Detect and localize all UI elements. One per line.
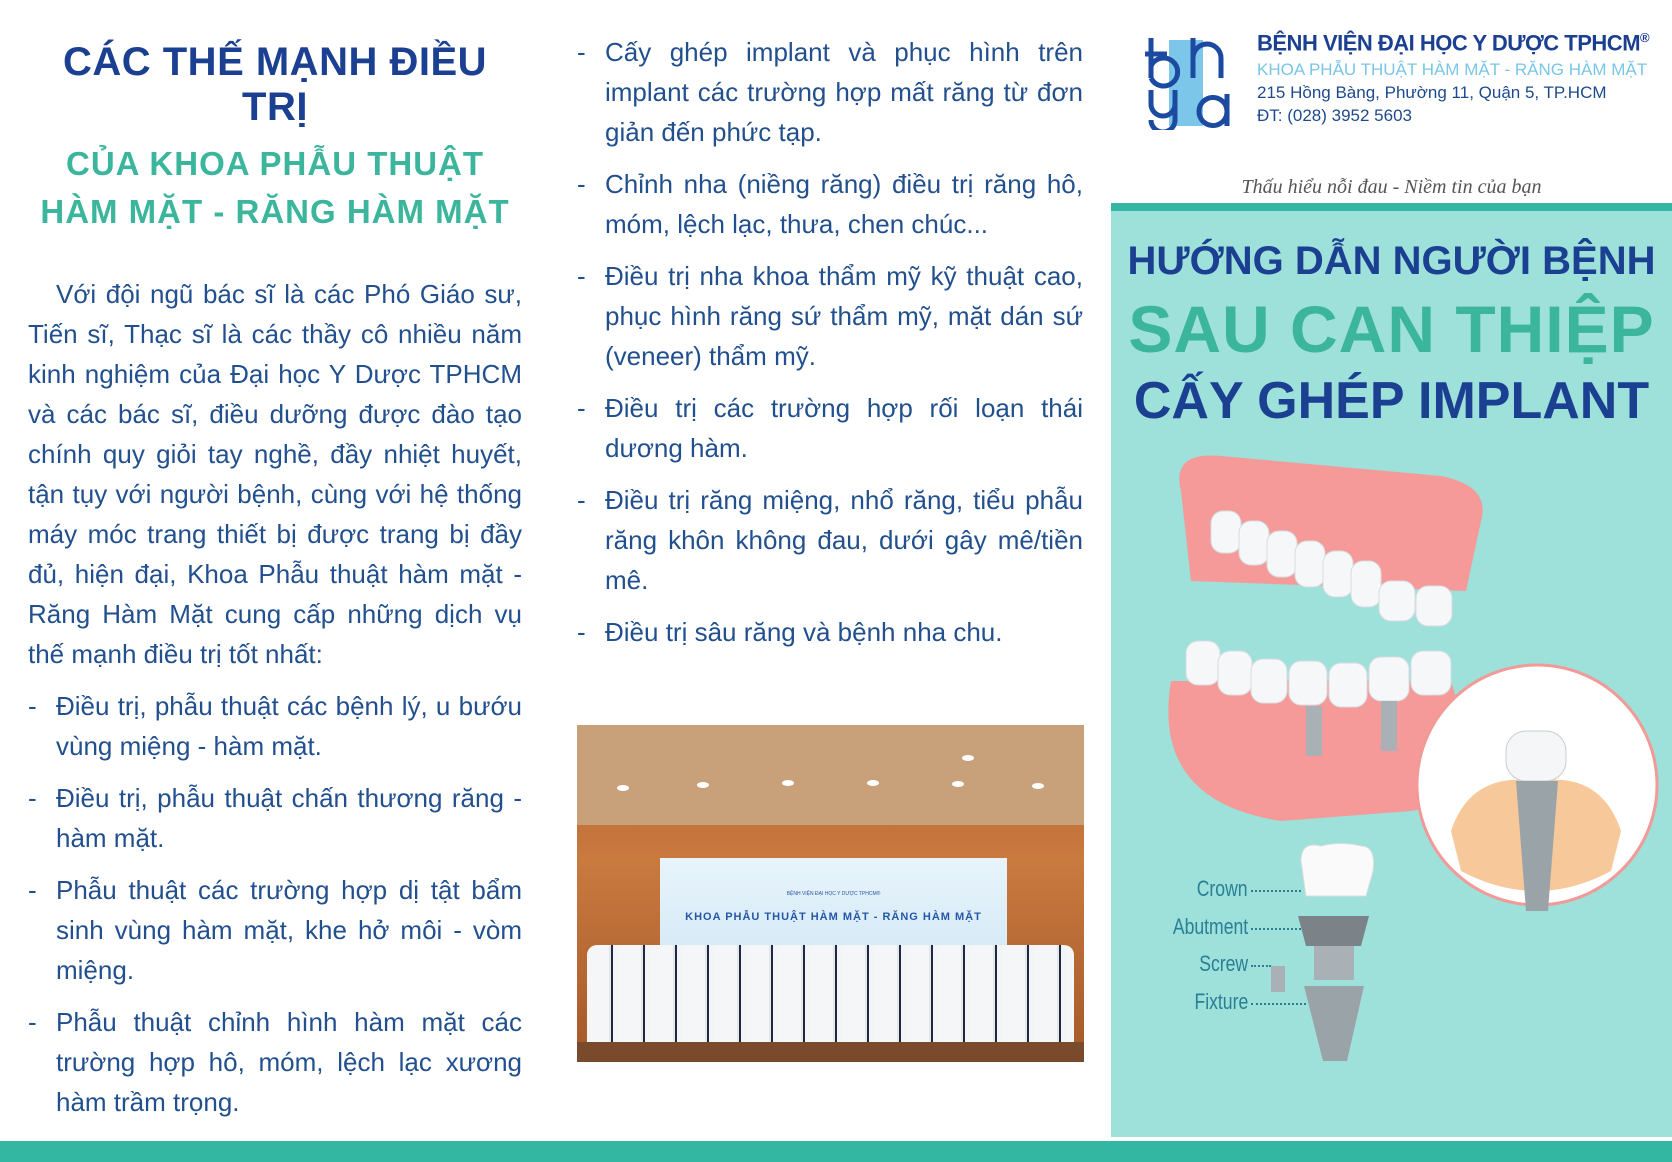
hospital-logo bbox=[1143, 34, 1233, 130]
list-item: - Phẫu thuật các trường hợp dị tật bẩm sinh vùng hàm mặt, khe hở môi - vòm miệng. bbox=[28, 870, 522, 990]
slogan: Thấu hiểu nỗi đau - Niềm tin của bạn bbox=[1241, 176, 1542, 198]
department-name: KHOA PHẪU THUẬT HÀM MẶT - RĂNG HÀM MẶT bbox=[1257, 60, 1648, 80]
label-screw: Screw bbox=[1199, 951, 1248, 976]
list-item: - Điều trị, phẫu thuật các bệnh lý, u bướu vùng miệng - hàm mặt. bbox=[28, 686, 522, 766]
label-fixture: Fixture bbox=[1194, 989, 1248, 1014]
list-item: - Cấy ghép implant và phục hình trên implant các trường hợp mất răng từ đơn giản đến phức tạp. bbox=[577, 32, 1083, 152]
list-item: - Điều trị các trường hợp rối loạn thái dương hàm. bbox=[577, 388, 1083, 468]
address: 215 Hồng Bàng, Phường 11, Quận 5, TP.HCM bbox=[1257, 83, 1607, 103]
cover-title-2: SAU CAN THIỆP bbox=[1128, 292, 1655, 366]
intro-paragraph: Với đội ngũ bác sĩ là các Phó Giáo sư, Tiến sĩ, Thạc sĩ là các thầy cô nhiều năm kinh nghiệm của Đại học Y Dược TPHCM và các bác sĩ, điều dưỡng được đào tạo chính quy giỏi tay nghề, đầy nhiệt huyết, tận tụy với người bệnh, cùng với hệ thống máy móc trang thiết bị được trang bị đầy đủ, hiện đại, Khoa Phẫu thuật hàm mặt - Răng Hàm Mặt cung cấp những dịch vụ thế mạnh điều trị tốt nhất: bbox=[28, 279, 522, 669]
cover-title-3: CẤY GHÉP IMPLANT bbox=[1133, 372, 1650, 430]
screen-hospital-name: BỆNH VIỆN ĐẠI HỌC Y DƯỢC TPHCM® bbox=[786, 891, 881, 897]
list-item: - Phẫu thuật chỉnh hình hàm mặt các trường hợp hô, móm, lệch lạc xương hàm trầm trọng. bbox=[28, 1002, 522, 1122]
list-item: - Điều trị răng miệng, nhổ răng, tiểu phẫu răng khôn không đau, dưới gây mê/tiền mê. bbox=[577, 480, 1083, 600]
label-abutment: Abutment bbox=[1172, 914, 1248, 939]
team-photo bbox=[577, 725, 1084, 1062]
label-crown: Crown bbox=[1197, 876, 1248, 901]
cover-panel bbox=[1111, 203, 1672, 1137]
cover-title-1: HƯỚNG DẪN NGƯỜI BỆNH bbox=[1127, 239, 1656, 283]
left-column bbox=[28, 40, 522, 1122]
left-title: CÁC THẾ MẠNH ĐIỀU TRỊ bbox=[62, 40, 488, 129]
left-subtitle-1: CỦA KHOA PHẪU THUẬT bbox=[65, 145, 485, 182]
screen-title: KHOA PHẪU THUẬT HÀM MẶT - RĂNG HÀM MẶT bbox=[685, 911, 982, 923]
registered-mark: ® bbox=[1640, 30, 1650, 45]
middle-list bbox=[577, 32, 1083, 652]
middle-column bbox=[577, 32, 1083, 652]
hospital-header bbox=[1257, 30, 1649, 126]
list-item: - Điều trị sâu răng và bệnh nha chu. bbox=[577, 612, 1083, 652]
left-list bbox=[28, 686, 522, 1122]
list-item: - Điều trị nha khoa thẩm mỹ kỹ thuật cao, phục hình răng sứ thẩm mỹ, mặt dán sứ (veneer) thẩm mỹ. bbox=[577, 256, 1083, 376]
list-item: - Điều trị, phẫu thuật chấn thương răng - hàm mặt. bbox=[28, 778, 522, 858]
phone: ĐT: (028) 3952 5603 bbox=[1257, 106, 1412, 126]
staff-group bbox=[587, 945, 1074, 1055]
list-item: - Chỉnh nha (niềng răng) điều trị răng hô, móm, lệch lạc, thưa, chen chúc... bbox=[577, 164, 1083, 244]
left-subtitle-2: HÀM MẶT - RĂNG HÀM MẶT bbox=[40, 193, 510, 230]
hospital-name: BỆNH VIỆN ĐẠI HỌC Y DƯỢC TPHCM bbox=[1257, 30, 1641, 56]
bottom-bar bbox=[0, 1141, 1672, 1162]
